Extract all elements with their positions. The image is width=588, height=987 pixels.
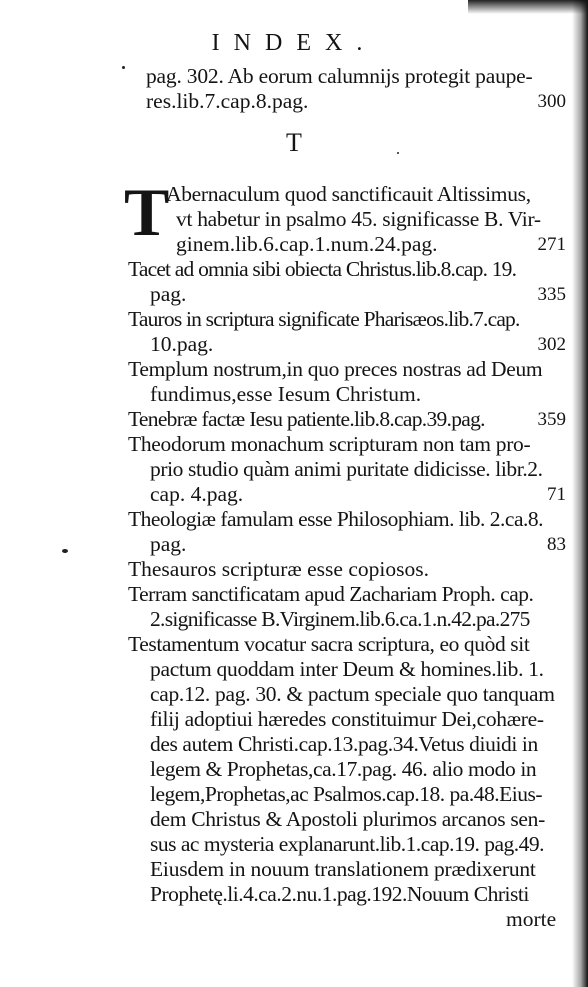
text-line: pag.: [150, 532, 187, 556]
text-line: sus ac mysteria explanarunt.lib.1.cap.19. pag.49.: [150, 832, 545, 856]
section-letter: T: [286, 128, 302, 157]
text-line: Terram sanctificatam apud Zachariam Proph. cap.: [128, 582, 534, 606]
text-line: vt habetur in psalmo 45. significasse B. Vir-: [176, 207, 541, 231]
text-line: res.lib.7.cap.8.pag.: [146, 89, 309, 113]
text-line: Eiusdem in nouum translationem prædixerunt: [150, 857, 536, 881]
text-line: prio studio quàm animi puritate didicisse. libr.2.: [150, 457, 543, 481]
page-number: 71: [547, 484, 566, 505]
text-line: fundimus,esse Iesum Christum.: [150, 382, 422, 406]
ink-speck: [62, 549, 68, 553]
catchword: morte: [506, 907, 557, 931]
text-line: Tauros in scriptura significate Pharisæos.lib.7.cap.: [128, 307, 520, 331]
text-line: Tenebræ factæ Iesu patiente.lib.8.cap.39.pag.: [128, 407, 485, 431]
text-line: Templum nostrum,in quo preces nostras ad Deum: [128, 357, 543, 381]
text-line: cap. 4.pag.: [150, 482, 244, 506]
page-corner-shadow: [468, 0, 588, 14]
text-line: Theologiæ famulam esse Philosophiam. lib. 2.ca.8.: [128, 507, 543, 531]
page-header: INDEX.: [211, 30, 377, 56]
text-line: ginem.lib.6.cap.1.num.24.pag.: [176, 232, 438, 256]
page-number: 271: [537, 234, 566, 255]
text-line: filij adoptiui hæredes constituimur Dei,cohære-: [150, 707, 544, 731]
text-line: pactum quoddam inter Deum & homines.lib. 1.: [150, 657, 544, 681]
page-number: 335: [537, 284, 566, 305]
text-line: Prophetę.li.4.ca.2.nu.1.pag.192.Nouum Christi: [150, 882, 529, 906]
ink-speck: [397, 152, 399, 154]
page-number: 300: [537, 91, 566, 112]
text-line: pag. 302. Ab eorum calumnijs protegit paupe-: [146, 64, 533, 88]
text-line: Tacet ad omnia sibi obiecta Christus.lib.8.cap. 19.: [128, 257, 517, 281]
text-line: Theodorum monachum scripturam non tam pro-: [128, 432, 531, 456]
text-line: dem Christus & Apostoli plurimos arcanos sen-: [150, 807, 545, 831]
drop-cap: T: [124, 174, 170, 250]
text-line: des autem Christi.cap.13.pag.34.Vetus diuidi in: [150, 732, 538, 756]
text-line: Abernaculum quod sanctificauit Altissimus,: [166, 182, 531, 206]
text-line: legem,Prophetas,ac Psalmos.cap.18. pa.48.Eius-: [150, 782, 542, 806]
text-line: 10.pag.: [150, 332, 214, 356]
ink-speck: [122, 66, 125, 69]
page-number: 83: [547, 534, 566, 555]
text-line: legem & Prophetas,ca.17.pag. 46. alio modo in: [150, 757, 537, 781]
text-line: cap.12. pag. 30. & pactum speciale quo tanquam: [150, 682, 555, 706]
text-line: Testamentum vocatur sacra scriptura, eo quòd sit: [128, 632, 530, 656]
page-number: 302: [537, 334, 566, 355]
page-number: 359: [537, 409, 566, 430]
text-line: 2.significasse B.Virginem.lib.6.ca.1.n.42.pa.275: [150, 607, 530, 631]
text-line: Thesauros scripturæ esse copiosos.: [128, 557, 429, 581]
text-line: pag.: [150, 282, 187, 306]
